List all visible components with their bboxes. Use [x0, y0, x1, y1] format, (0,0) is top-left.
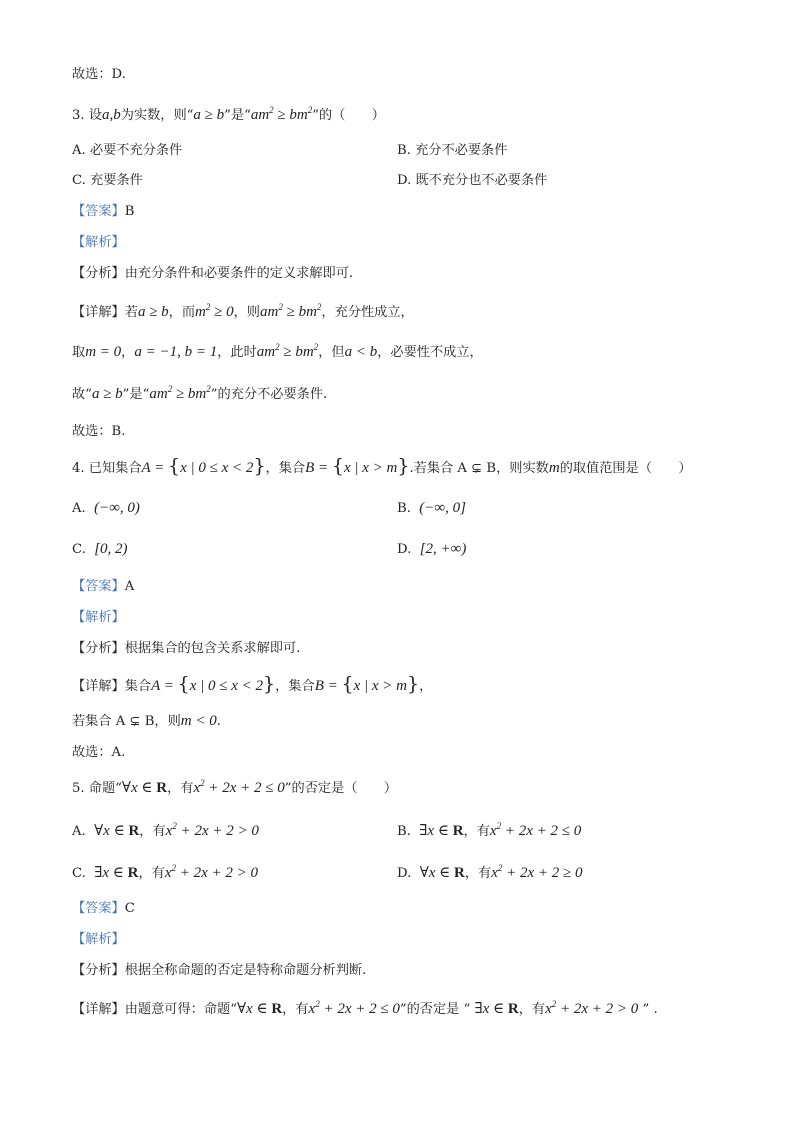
q5-xiangjie: 【详解】由题意可得：命题“∀x ∈ R，有$x^2 + 2x + 2 \le 0$”的否定是 “ ∃x ∈ R，有$x^2 + 2x + 2 > 0$ ” .	[72, 999, 658, 1017]
q3-answer: 【答案】B	[72, 204, 135, 219]
q5-answer: 【答案】C	[72, 901, 135, 916]
q4-xiangjie-2: 若集合 A ⊊ B，则m < 0.	[72, 713, 221, 729]
q3-option-a: A. 必要不充分条件	[72, 143, 183, 158]
q3-option-d: D. 既不充分也不必要条件	[397, 173, 548, 188]
q4-option-a: A. (−∞, 0)	[72, 500, 140, 516]
q3-xiangjie: 【详解】若a ≥ b，而$m^2 \ge 0$，则$am^2 \ge bm^2$，充分性成立，	[72, 302, 414, 320]
question-4: 4. 已知集合A = {x | 0 ≤ x < 2}，集合B = {x | x > m}.若集合 A ⊊ B，则实数m的取值范围是（ ）	[72, 455, 692, 477]
q3-xiangjie-2: 取m = 0，a = −1, b = 1，此时$am^2 \ge bm^2$，但a < b，必要性不成立，	[72, 342, 483, 360]
q3-number: 3. 设	[72, 108, 102, 123]
q4-option-b: B. (−∞, 0]	[397, 500, 466, 516]
q5-option-d: D. ∀x ∈ R，有$x^2 + 2x + 2 \ge 0$	[397, 863, 583, 881]
q3-text: ”的（ ）	[312, 108, 385, 123]
q3-option-c: C. 充要条件	[72, 173, 143, 188]
q5-jiexi: 【解析】	[72, 932, 125, 947]
q5-option-b: B. ∃x ∈ R，有$x^2 + 2x + 2 \le 0$	[397, 821, 582, 839]
q4-fenxi: 【分析】根据集合的包含关系求解即可.	[72, 641, 301, 656]
q4-option-d: D. [2, +∞)	[397, 541, 467, 557]
q3-cond2: $am^2 \ge bm^2$	[250, 105, 313, 123]
q3-jiexi: 【解析】	[72, 235, 125, 250]
q3-text: 为实数，则“	[120, 108, 194, 123]
q5-option-c: C. ∃x ∈ R，有$x^2 + 2x + 2 > 0$	[72, 863, 259, 881]
q3-fenxi: 【分析】由充分条件和必要条件的定义求解即可.	[72, 266, 354, 281]
q3-end: 故选：B.	[72, 424, 126, 439]
q4-answer: 【答案】A	[72, 579, 135, 594]
q4-end: 故选：A.	[72, 745, 126, 760]
q4-option-c: C. [0, 2)	[72, 541, 128, 557]
q3-cond1: a ≥ b	[193, 107, 225, 123]
q3-var: a,b	[101, 107, 121, 123]
q3-xiangjie-3: 故“a ≥ b”是“$am^2 \ge bm^2$”的充分不必要条件.	[72, 384, 328, 402]
prev-answer-line: 故选：D.	[72, 67, 126, 82]
q5-option-a: A. ∀x ∈ R，有$x^2 + 2x + 2 > 0$	[72, 821, 259, 839]
q4-jiexi: 【解析】	[72, 610, 125, 625]
question-5: 5. 命题“∀x ∈ R，有$x^2 + 2x + 2 \le 0$”的否定是（ ）	[72, 778, 398, 796]
q4-xiangjie: 【详解】集合A = {x | 0 ≤ x < 2}，集合B = {x | x > m}，	[72, 673, 433, 695]
q3-text: ”是“	[224, 108, 251, 123]
q3-option-b: B. 充分不必要条件	[397, 143, 508, 158]
question-3	[72, 106, 385, 125]
q5-fenxi: 【分析】根据全称命题的否定是特称命题分析判断.	[72, 963, 367, 978]
